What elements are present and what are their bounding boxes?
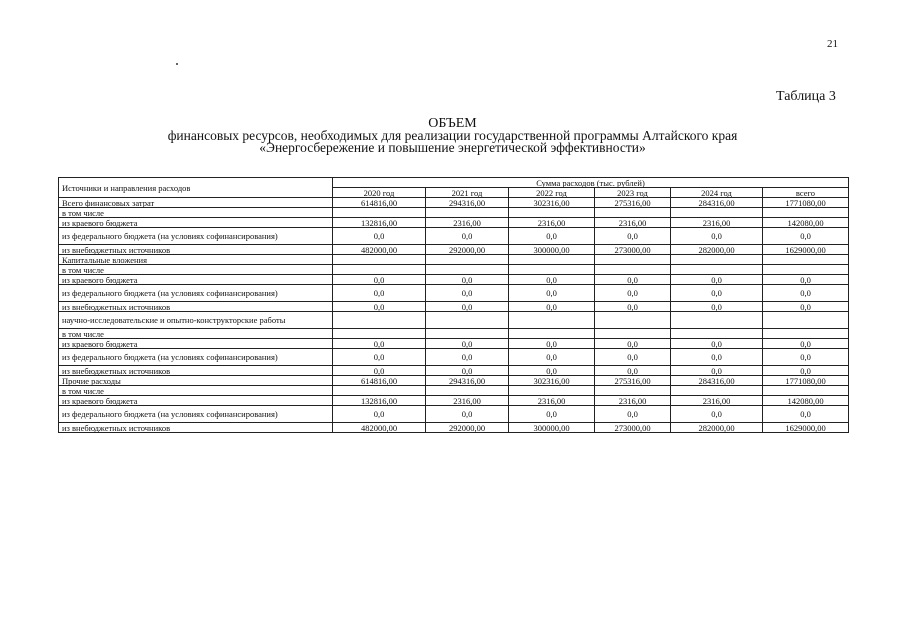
row-value-cell xyxy=(595,208,671,218)
row-label: Всего финансовых затрат xyxy=(59,198,333,208)
row-label: из краевого бюджета xyxy=(59,339,333,349)
year-header: 2022 год xyxy=(509,188,595,198)
row-value-cell xyxy=(333,329,426,339)
row-value-cell: 0,0 xyxy=(426,366,509,376)
row-total-cell: 0,0 xyxy=(763,406,849,423)
row-value-cell: 2316,00 xyxy=(671,218,763,228)
row-value-cell xyxy=(595,386,671,396)
row-value-cell: 292000,00 xyxy=(426,245,509,255)
row-value-cell xyxy=(595,255,671,265)
table-row xyxy=(59,406,849,423)
row-value-cell: 282000,00 xyxy=(671,423,763,433)
financing-table xyxy=(58,177,849,433)
row-value-cell: 284316,00 xyxy=(671,376,763,386)
row-value-cell: 275316,00 xyxy=(595,376,671,386)
row-value-cell: 2316,00 xyxy=(509,396,595,406)
row-value-cell: 0,0 xyxy=(595,285,671,302)
row-value-cell xyxy=(509,329,595,339)
row-value-cell xyxy=(333,208,426,218)
row-label: Прочие расходы xyxy=(59,376,333,386)
table-row xyxy=(59,329,849,339)
table-row xyxy=(59,245,849,255)
row-total-cell: 0,0 xyxy=(763,285,849,302)
header-row xyxy=(59,178,849,188)
row-value-cell xyxy=(509,265,595,275)
table-row xyxy=(59,285,849,302)
table-row xyxy=(59,423,849,433)
row-label: в том числе xyxy=(59,329,333,339)
table-row xyxy=(59,366,849,376)
table-row xyxy=(59,386,849,396)
row-total-cell: 0,0 xyxy=(763,228,849,245)
row-value-cell: 0,0 xyxy=(426,275,509,285)
row-value-cell xyxy=(595,329,671,339)
row-value-cell: 0,0 xyxy=(333,275,426,285)
row-value-cell xyxy=(426,386,509,396)
row-value-cell: 275316,00 xyxy=(595,198,671,208)
row-label: в том числе xyxy=(59,265,333,275)
row-value-cell: 0,0 xyxy=(509,302,595,312)
row-value-cell xyxy=(426,255,509,265)
row-label: в том числе xyxy=(59,208,333,218)
row-label: в том числе xyxy=(59,386,333,396)
row-value-cell: 0,0 xyxy=(426,339,509,349)
row-value-cell: 0,0 xyxy=(671,228,763,245)
row-value-cell xyxy=(426,329,509,339)
row-label: из федерального бюджета (на условиях софинансирования) xyxy=(59,349,333,366)
row-value-cell: 2316,00 xyxy=(426,396,509,406)
table-row xyxy=(59,396,849,406)
row-value-cell: 0,0 xyxy=(509,285,595,302)
title-line-1: ОБЪЕМ xyxy=(428,116,477,131)
scan-speck xyxy=(176,63,178,65)
row-value-cell: 273000,00 xyxy=(595,245,671,255)
table-row xyxy=(59,349,849,366)
row-value-cell xyxy=(671,255,763,265)
row-total-cell: 142080,00 xyxy=(763,396,849,406)
row-value-cell: 294316,00 xyxy=(426,376,509,386)
row-value-cell: 292000,00 xyxy=(426,423,509,433)
row-label: Капитальные вложения xyxy=(59,255,333,265)
row-value-cell: 0,0 xyxy=(509,275,595,285)
row-value-cell: 2316,00 xyxy=(595,218,671,228)
row-value-cell xyxy=(671,208,763,218)
document-title xyxy=(0,118,905,154)
row-value-cell xyxy=(509,208,595,218)
row-value-cell: 284316,00 xyxy=(671,198,763,208)
row-total-cell: 1771080,00 xyxy=(763,376,849,386)
row-label: из федерального бюджета (на условиях софинансирования) xyxy=(59,285,333,302)
row-value-cell: 2316,00 xyxy=(671,396,763,406)
row-label: из краевого бюджета xyxy=(59,218,333,228)
table-row xyxy=(59,302,849,312)
row-value-cell: 0,0 xyxy=(595,339,671,349)
row-value-cell: 0,0 xyxy=(671,275,763,285)
row-value-cell: 0,0 xyxy=(426,406,509,423)
row-total-cell xyxy=(763,329,849,339)
row-total-cell: 0,0 xyxy=(763,302,849,312)
row-value-cell: 300000,00 xyxy=(509,423,595,433)
row-total-cell xyxy=(763,386,849,396)
row-total-cell: 0,0 xyxy=(763,275,849,285)
row-value-cell: 300000,00 xyxy=(509,245,595,255)
row-total-cell: 1629000,00 xyxy=(763,423,849,433)
row-label: из внебюджетных источников xyxy=(59,423,333,433)
row-total-cell: 0,0 xyxy=(763,339,849,349)
row-total-cell xyxy=(763,208,849,218)
row-value-cell: 2316,00 xyxy=(426,218,509,228)
row-value-cell: 0,0 xyxy=(595,349,671,366)
row-value-cell: 282000,00 xyxy=(671,245,763,255)
row-value-cell: 302316,00 xyxy=(509,376,595,386)
row-value-cell: 0,0 xyxy=(333,228,426,245)
table-row xyxy=(59,218,849,228)
sum-header: Сумма расходов (тыс. рублей) xyxy=(333,178,849,188)
row-value-cell xyxy=(595,312,671,329)
row-total-cell: 1771080,00 xyxy=(763,198,849,208)
row-value-cell xyxy=(333,265,426,275)
row-value-cell xyxy=(426,312,509,329)
title-line-3: «Энергосбережение и повышение энергетической эффективности» xyxy=(259,140,646,155)
row-value-cell: 0,0 xyxy=(509,339,595,349)
row-value-cell: 0,0 xyxy=(509,228,595,245)
row-value-cell: 2316,00 xyxy=(509,218,595,228)
row-total-cell xyxy=(763,265,849,275)
row-value-cell xyxy=(671,312,763,329)
table-row xyxy=(59,255,849,265)
row-value-cell: 0,0 xyxy=(426,285,509,302)
row-label: из внебюджетных источников xyxy=(59,245,333,255)
year-header: 2021 год xyxy=(426,188,509,198)
row-value-cell: 0,0 xyxy=(671,349,763,366)
row-value-cell xyxy=(509,255,595,265)
row-value-cell: 0,0 xyxy=(333,366,426,376)
title-line-2: финансовых ресурсов, необходимых для реализации государственной программы Алтайского края xyxy=(167,128,738,143)
table-row xyxy=(59,228,849,245)
row-total-cell: 0,0 xyxy=(763,366,849,376)
row-value-cell: 614816,00 xyxy=(333,198,426,208)
row-value-cell xyxy=(671,265,763,275)
row-total-cell: 142080,00 xyxy=(763,218,849,228)
year-header: 2023 год xyxy=(595,188,671,198)
row-value-cell: 0,0 xyxy=(509,366,595,376)
table-row xyxy=(59,339,849,349)
row-value-cell: 0,0 xyxy=(333,285,426,302)
row-value-cell xyxy=(671,329,763,339)
total-header: всего xyxy=(763,188,849,198)
row-value-cell xyxy=(333,255,426,265)
page-number: 21 xyxy=(827,38,838,50)
row-value-cell: 0,0 xyxy=(333,349,426,366)
table-row xyxy=(59,376,849,386)
row-label: из краевого бюджета xyxy=(59,275,333,285)
row-label: из краевого бюджета xyxy=(59,396,333,406)
row-value-cell: 0,0 xyxy=(595,275,671,285)
source-header: Источники и направления расходов xyxy=(59,178,333,198)
table-row xyxy=(59,265,849,275)
row-value-cell xyxy=(595,265,671,275)
row-value-cell: 0,0 xyxy=(333,339,426,349)
row-value-cell: 482000,00 xyxy=(333,423,426,433)
table-row xyxy=(59,312,849,329)
row-value-cell xyxy=(671,386,763,396)
row-value-cell: 302316,00 xyxy=(509,198,595,208)
row-value-cell: 0,0 xyxy=(671,285,763,302)
year-header: 2024 год xyxy=(671,188,763,198)
row-value-cell: 614816,00 xyxy=(333,376,426,386)
row-value-cell: 294316,00 xyxy=(426,198,509,208)
row-value-cell xyxy=(333,386,426,396)
row-value-cell xyxy=(509,386,595,396)
row-value-cell: 0,0 xyxy=(595,406,671,423)
row-value-cell: 0,0 xyxy=(333,302,426,312)
row-value-cell: 132816,00 xyxy=(333,218,426,228)
row-value-cell: 0,0 xyxy=(595,366,671,376)
row-label: научно-исследовательские и опытно-конструкторские работы xyxy=(59,312,333,329)
row-label: из внебюджетных источников xyxy=(59,302,333,312)
row-value-cell: 0,0 xyxy=(426,349,509,366)
row-value-cell: 0,0 xyxy=(426,302,509,312)
row-value-cell: 273000,00 xyxy=(595,423,671,433)
row-value-cell xyxy=(426,265,509,275)
row-value-cell: 0,0 xyxy=(671,406,763,423)
row-total-cell: 0,0 xyxy=(763,349,849,366)
table-label: Таблица 3 xyxy=(776,89,836,104)
row-value-cell: 132816,00 xyxy=(333,396,426,406)
row-value-cell: 0,0 xyxy=(671,339,763,349)
row-value-cell xyxy=(509,312,595,329)
row-value-cell: 2316,00 xyxy=(595,396,671,406)
row-total-cell xyxy=(763,312,849,329)
year-header: 2020 год xyxy=(333,188,426,198)
table-row xyxy=(59,275,849,285)
row-value-cell: 0,0 xyxy=(671,366,763,376)
row-value-cell xyxy=(333,312,426,329)
row-value-cell: 0,0 xyxy=(509,349,595,366)
row-label: из федерального бюджета (на условиях софинансирования) xyxy=(59,406,333,423)
row-value-cell: 0,0 xyxy=(426,228,509,245)
row-value-cell: 0,0 xyxy=(671,302,763,312)
row-total-cell xyxy=(763,255,849,265)
row-value-cell: 0,0 xyxy=(595,228,671,245)
table-row xyxy=(59,208,849,218)
row-value-cell xyxy=(426,208,509,218)
row-value-cell: 0,0 xyxy=(509,406,595,423)
row-label: из внебюджетных источников xyxy=(59,366,333,376)
row-label: из федерального бюджета (на условиях софинансирования) xyxy=(59,228,333,245)
table-row xyxy=(59,198,849,208)
row-value-cell: 0,0 xyxy=(333,406,426,423)
row-total-cell: 1629000,00 xyxy=(763,245,849,255)
row-value-cell: 482000,00 xyxy=(333,245,426,255)
row-value-cell: 0,0 xyxy=(595,302,671,312)
